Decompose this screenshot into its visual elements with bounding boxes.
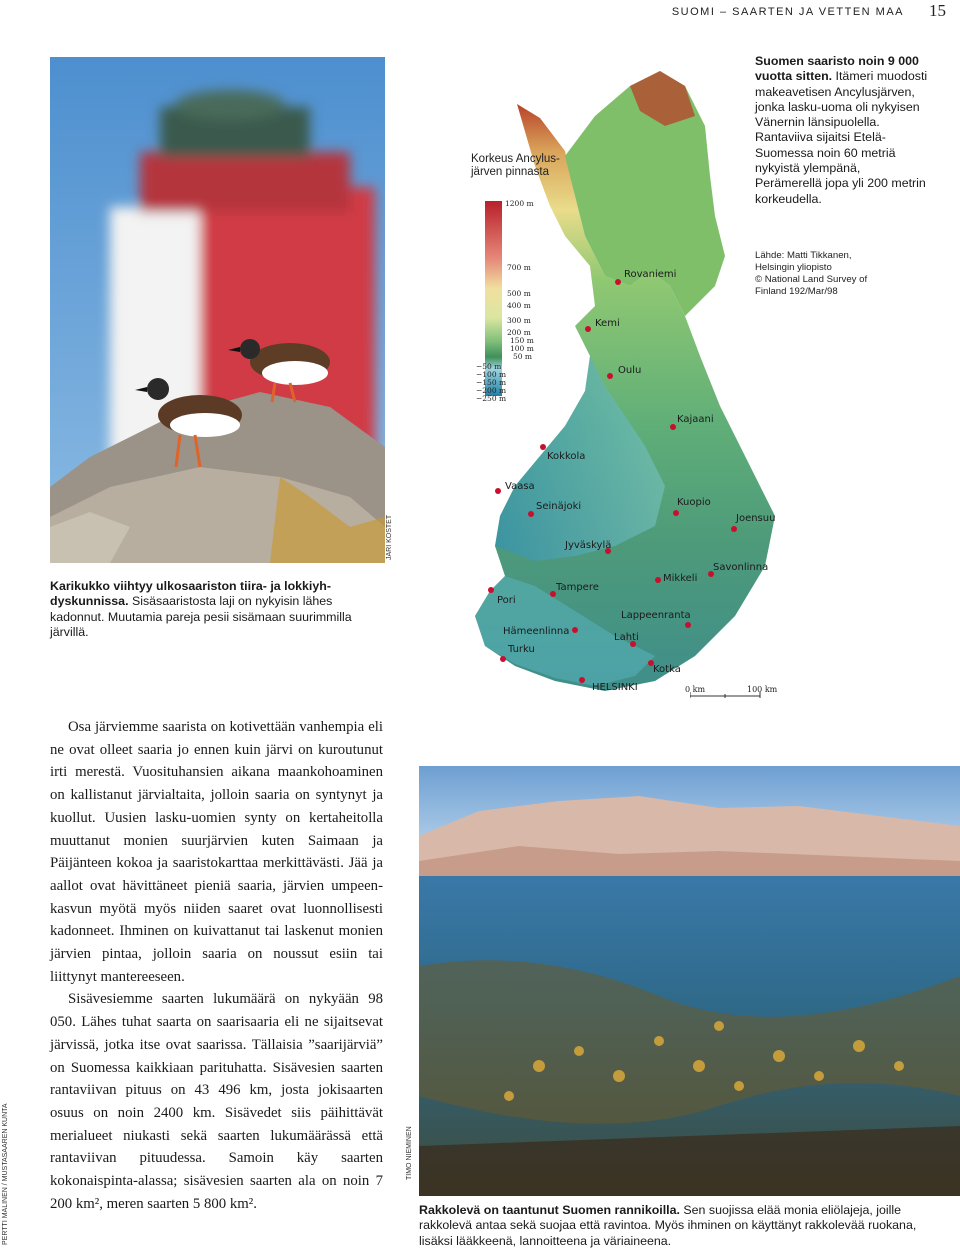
city-dot xyxy=(673,510,679,516)
city-dot xyxy=(585,326,591,332)
city-dot xyxy=(528,511,534,517)
bladderwrack-photo xyxy=(419,766,960,1196)
legend-label: −100 m xyxy=(476,370,507,379)
source-line: © National Land Survey of xyxy=(755,274,868,285)
legend-label: 400 m xyxy=(507,301,531,310)
city-label: Vaasa xyxy=(505,481,535,492)
city-dot xyxy=(579,677,585,683)
legend-label: 50 m xyxy=(513,352,533,361)
city-label: Turku xyxy=(508,644,535,655)
section-title: SUOMI – SAARTEN JA VETTEN MAA xyxy=(671,6,904,18)
city-label: Seinäjoki xyxy=(536,501,582,512)
city-label: Joensuu xyxy=(736,513,776,524)
photo1-caption xyxy=(50,579,370,641)
city-dot xyxy=(540,444,546,450)
legend-label: 1200 m xyxy=(505,199,534,208)
city-label: Hämeenlinna xyxy=(503,626,570,637)
legend-label: −50 m xyxy=(476,362,502,371)
city-dot xyxy=(500,656,506,662)
city-dot xyxy=(670,424,676,430)
city-dot xyxy=(572,627,578,633)
city-label: HELSINKI xyxy=(592,682,638,693)
left-margin-credit: PERTTI MALINEN / MUSTASAAREN KUNTA xyxy=(2,1103,9,1245)
city-dot xyxy=(655,577,661,583)
scale-end-label: 100 km xyxy=(747,685,778,694)
city-label: Lappeenranta xyxy=(621,610,691,621)
city-label: Pori xyxy=(497,595,516,606)
body-paragraph: Sisävesiemme saarten lukumäärä on nykyään 98 050. Lähes tuhat saarta on saarisaaria eli ne sijaitsevat järvissä, jotka itse ovat saarissa. Tällaisia ”saarijärviä” on Suomessa kaikkiaan parituhatta. Sisävesien saarten rantaviivan pituus on 43 496 km, josta jokisaarten osuus on noin 2400 km. Sisävedet siis päihittävät merialueet niukasti sekä saarten lukumäärässä että rantaviivan pituudessa. Samoin käy saarten kokonaispinta-alassa; sisävesien saarten ala on noin 7 200 km², meren saarten 5 800 km². xyxy=(50,991,383,1212)
city-dot xyxy=(615,279,621,285)
legend-label: −200 m xyxy=(476,386,507,395)
body-text xyxy=(50,716,383,1215)
city-label: Jyväskylä xyxy=(565,540,612,551)
photo1-credit: JARI KOSTET xyxy=(386,514,393,560)
map-description-title: Suomen saaristo noin 9 000 vuotta sitten. xyxy=(755,54,919,84)
ruddy-turnstone-photo xyxy=(50,57,385,563)
source-line: Helsingin yliopisto xyxy=(755,262,832,273)
scale-start-label: 0 km xyxy=(685,685,706,694)
city-label: Rovaniemi xyxy=(624,269,677,280)
city-dot xyxy=(731,526,737,532)
photo1-caption-bold: Karikukko viihtyy ulkosaariston tiira- ja lokkiyhdyskunnissa. xyxy=(50,579,331,609)
body-paragraph: Osa järviemme saarista on kotivettään vanhempia eli ne ovat olleet saaria jo ennen kuin järvi on kuroutunut irti merestä. Vuosituhansien aikana maankohoaminen on kallistanut järvialtaita, jolloin saaria on syntynyt ja kuollut. Uusien lasku-uomien synty on kertaheitolla muuttanut monien suurjärvien kuten Saimaan ja Päijänteen kokoa ja saaristokarttaa merkittävästi. Jää ja aallot ovat hävittäneet pieniä saaria, järvien umpeenkasvun myötä myös niiden saaret ovat luonnollisesti kadonneet. Ihminen on kuivattanut tai laskenut monien järvien pintaa, jolloin saaria on noussut esiin tai liittynyt mantereeseen. xyxy=(50,719,383,985)
city-label: Oulu xyxy=(618,365,642,376)
legend-label: 150 m xyxy=(510,336,534,345)
city-label: Kuopio xyxy=(677,497,711,508)
legend-label: −150 m xyxy=(476,378,507,387)
city-label: Mikkeli xyxy=(663,573,698,584)
city-label: Kotka xyxy=(653,664,681,675)
city-label: Kajaani xyxy=(677,414,714,425)
city-dot xyxy=(488,587,494,593)
legend-label: 200 m xyxy=(507,328,531,337)
source-line: Finland 192/Mar/98 xyxy=(755,286,838,297)
scale-bar xyxy=(690,692,770,700)
photo1-caption-rest: Sisäsaaristosta laji on nykyisin lähes kadonnut. Muutamia pareja pesii sisämaan suurimmilla järvillä. xyxy=(50,594,352,640)
legend-label: 700 m xyxy=(507,263,531,272)
photo2-credit: TIMO NIEMINEN xyxy=(406,1126,413,1180)
city-label: Lahti xyxy=(614,632,639,643)
city-label: Tampere xyxy=(556,582,599,593)
photo2-caption-bold: Rakkolevä on taantunut Suomen rannikoilla. xyxy=(419,1203,680,1217)
city-label: Savonlinna xyxy=(713,562,769,573)
city-dot xyxy=(607,373,613,379)
photo2-caption xyxy=(419,1203,919,1249)
map-description-body: Itämeri muodosti makeavetisen Ancylusjärven, jonka lasku-uoma oli nykyisen Vänernin länsipuolella. Rantaviiva sijaitsi Etelä-Suomessa noin 60 metriä nykyistä ylempänä, Perämerellä jopa yli 200 metrin korkeudella. xyxy=(755,69,928,206)
page-number: 15 xyxy=(929,1,946,20)
page-header xyxy=(0,0,960,30)
city-label: Kemi xyxy=(595,318,620,329)
legend-label: 100 m xyxy=(510,344,534,353)
map-source xyxy=(755,250,930,298)
photo2-caption-rest: Sen suojissa elää monia eliölajeja, joille rakkolevä antaa sekä suojaa että ravintoa. Myös ihminen on käyttänyt rakkolevää ruokana, lisäksi lääkkeenä, lannoitteena ja väriaineena. xyxy=(419,1203,917,1248)
map-legend-title: Korkeus Ancylus-järven pinnasta xyxy=(471,153,560,179)
legend-label: 500 m xyxy=(507,289,531,298)
source-line: Lähde: Matti Tikkanen, xyxy=(755,250,852,261)
legend-label: −250 m xyxy=(476,394,507,403)
city-dot xyxy=(685,622,691,628)
city-label: Kokkola xyxy=(547,451,586,462)
city-dot xyxy=(495,488,501,494)
legend-label: 300 m xyxy=(507,316,531,325)
map-description xyxy=(755,54,930,207)
